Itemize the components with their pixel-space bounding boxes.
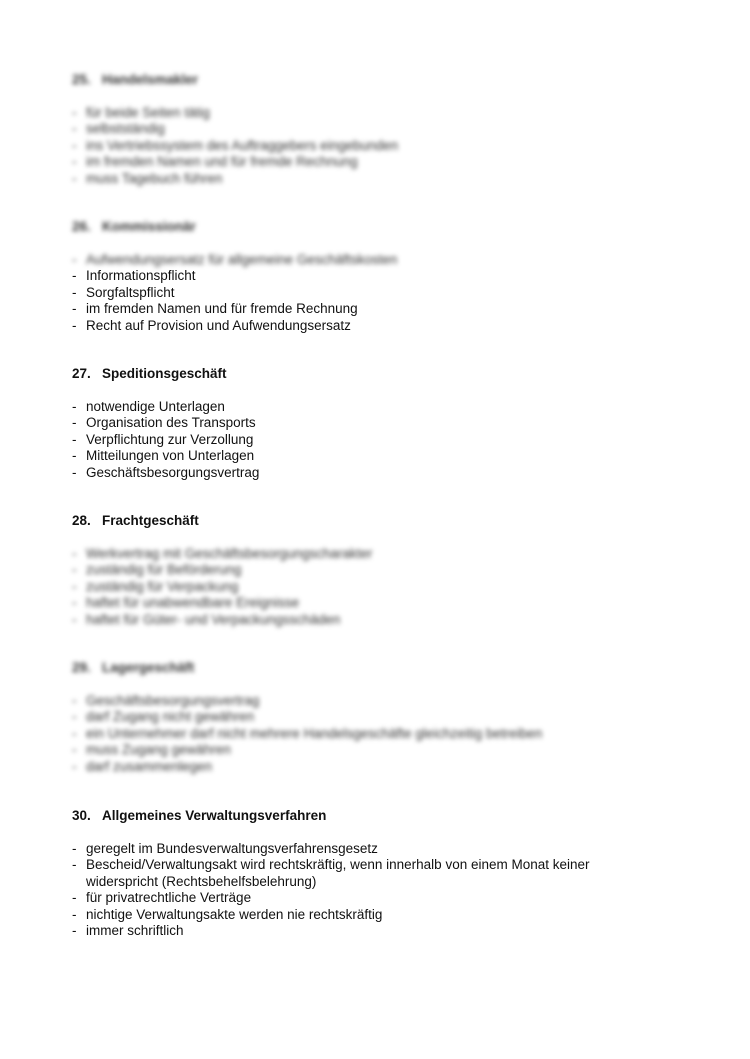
section-number: 25.	[72, 72, 91, 87]
section-title: Frachtgeschäft	[102, 513, 199, 528]
list-item: - Verpflichtung zur Verzollung	[72, 431, 254, 447]
list-item: - für privatrechtliche Verträge	[72, 890, 252, 906]
section-25	[72, 72, 682, 187]
list-item: - im fremden Namen und für fremde Rechnung	[72, 301, 358, 317]
section-title: Kommissionär	[102, 219, 196, 234]
item-list	[72, 546, 682, 628]
section-title: Speditionsgeschäft	[102, 366, 227, 381]
section-number: 29.	[72, 660, 91, 675]
list-item: - Werkvertrag mit Geschäftsbesorgungscharakter	[72, 546, 373, 561]
list-item: - immer schriftlich	[72, 923, 184, 939]
section-29	[72, 660, 682, 775]
list-item: - Sorgfaltspflicht	[72, 284, 175, 300]
section-heading	[72, 366, 682, 382]
section-number: 28.	[72, 513, 91, 528]
section-heading	[72, 72, 682, 88]
section-title: Allgemeines Verwaltungsverfahren	[102, 808, 327, 823]
list-item: - darf zusammenlegen	[72, 758, 213, 774]
list-item: - notwendige Unterlagen	[72, 399, 225, 414]
list-item: - haftet für unabwendbare Ereignisse	[72, 595, 300, 611]
list-item: - geregelt im Bundesverwaltungsverfahrensgesetz	[72, 841, 378, 856]
list-item: - Geschäftsbesorgungsvertrag	[72, 693, 260, 708]
list-item: - zuständig für Beförderung	[72, 562, 242, 578]
list-item: - im fremden Namen und für fremde Rechnung	[72, 154, 358, 170]
item-list	[72, 252, 682, 334]
list-item: - für beide Seiten tätig	[72, 105, 210, 120]
list-item: - haftet für Güter- und Verpackungsschäden	[72, 611, 341, 627]
list-item: - zuständig für Verpackung	[72, 578, 239, 594]
section-27	[72, 366, 682, 481]
item-list	[72, 693, 682, 775]
item-list	[72, 399, 682, 481]
section-title: Lagergeschäft	[102, 660, 195, 675]
section-30	[72, 808, 682, 939]
section-number: 26.	[72, 219, 91, 234]
list-item: - Informationspflicht	[72, 268, 196, 284]
list-item: - Bescheid/Verwaltungsakt wird rechtskräftig, wenn innerhalb von einem Monat keiner widerspricht (Rechtsbehelfsbelehrung)	[72, 857, 590, 889]
list-item: - nichtige Verwaltungsakte werden nie rechtskräftig	[72, 906, 383, 922]
list-item: - Geschäftsbesorgungsvertrag	[72, 464, 260, 480]
list-item: - ins Vertriebssystem des Auftraggebers eingebunden	[72, 137, 399, 153]
list-item: - ein Unternehmer darf nicht mehrere Handelsgeschäfte gleichzeitig betreiben	[72, 725, 543, 741]
list-item: - muss Zugang gewähren	[72, 742, 231, 758]
section-number: 27.	[72, 366, 91, 381]
list-item: - muss Tagebuch führen	[72, 170, 223, 186]
section-heading	[72, 513, 682, 529]
list-item: - darf Zugang nicht gewähren	[72, 709, 255, 725]
section-28	[72, 513, 682, 628]
list-item: - Recht auf Provision und Aufwendungsersatz	[72, 317, 351, 333]
item-list	[72, 841, 682, 939]
list-item: - Aufwendungsersatz für allgemeine Geschäftskosten	[72, 252, 398, 267]
section-heading	[72, 660, 682, 676]
list-item: - selbstständig	[72, 121, 165, 137]
section-heading	[72, 219, 682, 235]
section-heading	[72, 808, 682, 824]
list-item: - Mitteilungen von Unterlagen	[72, 448, 255, 464]
item-list	[72, 105, 682, 187]
section-title: Handelsmakler	[102, 72, 199, 87]
section-26	[72, 219, 682, 334]
list-item: - Organisation des Transports	[72, 415, 256, 431]
section-number: 30.	[72, 808, 91, 823]
